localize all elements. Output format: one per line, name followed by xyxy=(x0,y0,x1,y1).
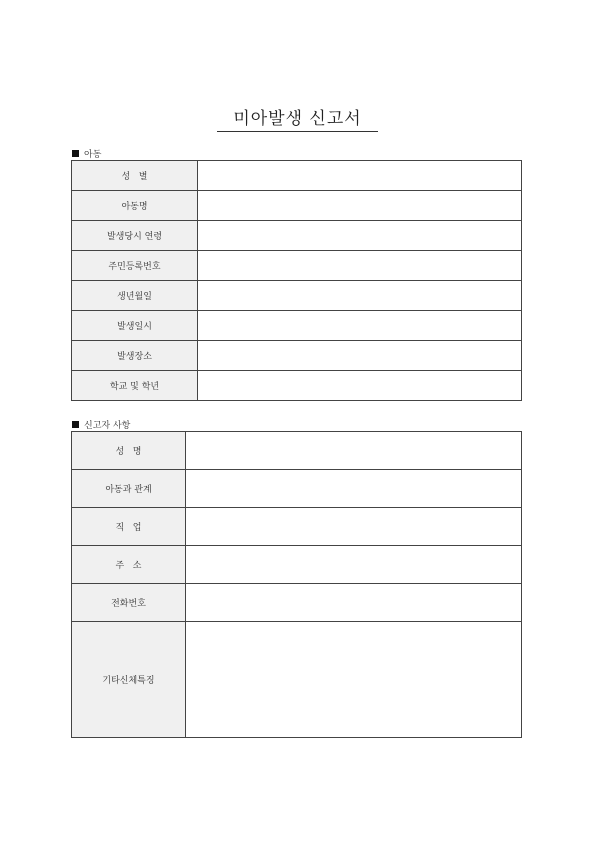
field-school-grade[interactable] xyxy=(198,371,522,401)
table-row xyxy=(72,161,522,191)
field-birthdate[interactable] xyxy=(198,281,522,311)
section-label-reporter xyxy=(72,418,130,431)
table-row xyxy=(72,432,522,470)
row-label-birthdate: 생년월일 xyxy=(72,281,198,311)
row-label-incident-place: 발생장소 xyxy=(72,341,198,371)
row-label-phone: 전화번호 xyxy=(72,584,186,622)
row-label-reporter-name: 성 명 xyxy=(72,432,186,470)
square-bullet-icon xyxy=(72,421,79,428)
field-resident-number[interactable] xyxy=(198,251,522,281)
reporter-info-table xyxy=(71,431,522,738)
field-incident-datetime[interactable] xyxy=(198,311,522,341)
table-row xyxy=(72,221,522,251)
row-label-physical-features: 기타신체특징 xyxy=(72,622,186,738)
field-incident-place[interactable] xyxy=(198,341,522,371)
table-row xyxy=(72,341,522,371)
row-label-occupation: 직 업 xyxy=(72,508,186,546)
child-info-table xyxy=(71,160,522,401)
document-title: 미아발생 신고서 xyxy=(217,104,377,132)
table-row xyxy=(72,371,522,401)
section-label-child xyxy=(72,147,101,160)
field-occupation[interactable] xyxy=(186,508,522,546)
table-row xyxy=(72,622,522,738)
row-label-child-name: 아동명 xyxy=(72,191,198,221)
row-label-resident-number: 주민등록번호 xyxy=(72,251,198,281)
row-label-relation: 아동과 관계 xyxy=(72,470,186,508)
row-label-incident-datetime: 발생일시 xyxy=(72,311,198,341)
field-phone[interactable] xyxy=(186,584,522,622)
table-row xyxy=(72,470,522,508)
section-title-child: 아동 xyxy=(84,150,102,160)
field-reporter-name[interactable] xyxy=(186,432,522,470)
row-label-gender: 성 별 xyxy=(72,161,198,191)
field-age[interactable] xyxy=(198,221,522,251)
table-row xyxy=(72,251,522,281)
field-relation[interactable] xyxy=(186,470,522,508)
table-row xyxy=(72,311,522,341)
table-row xyxy=(72,191,522,221)
field-gender[interactable] xyxy=(198,161,522,191)
square-bullet-icon xyxy=(72,150,79,157)
table-row xyxy=(72,508,522,546)
table-row xyxy=(72,584,522,622)
field-physical-features[interactable] xyxy=(186,622,522,738)
row-label-address: 주 소 xyxy=(72,546,186,584)
table-row xyxy=(72,281,522,311)
table-row xyxy=(72,546,522,584)
field-address[interactable] xyxy=(186,546,522,584)
document-title-wrap xyxy=(0,104,595,132)
field-child-name[interactable] xyxy=(198,191,522,221)
section-title-reporter: 신고자 사항 xyxy=(84,421,131,431)
row-label-age: 발생당시 연령 xyxy=(72,221,198,251)
row-label-school-grade: 학교 및 학년 xyxy=(72,371,198,401)
